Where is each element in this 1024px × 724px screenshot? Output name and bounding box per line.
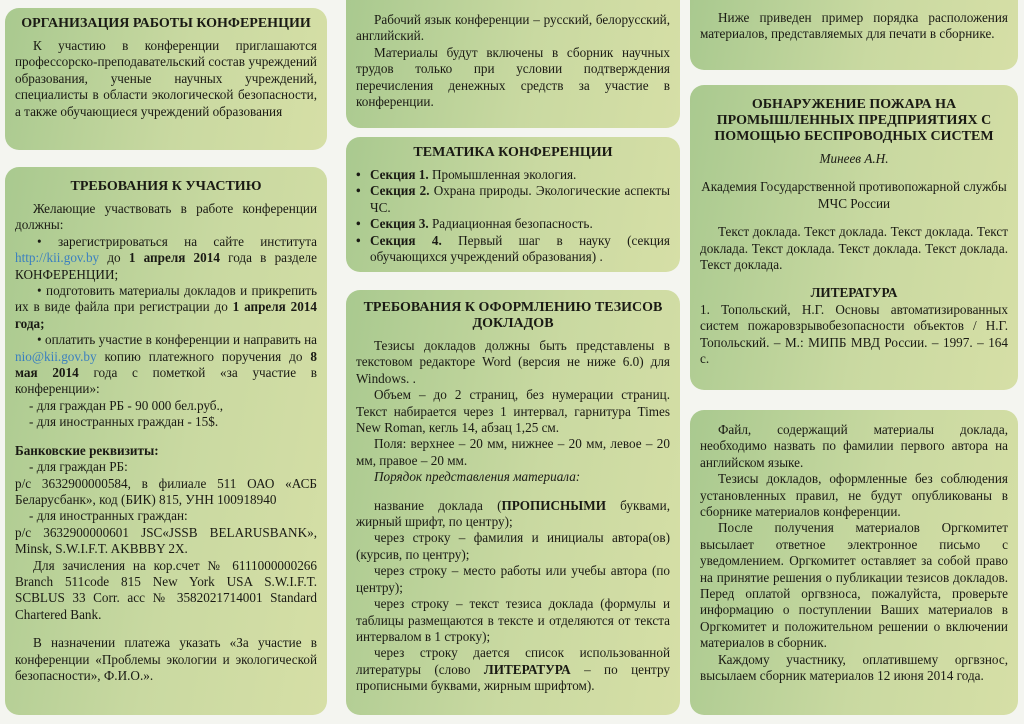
paragraph	[356, 12, 670, 45]
bold-text: Секция 4.	[370, 232, 442, 248]
paragraph	[15, 508, 317, 524]
section-notes	[690, 410, 1018, 715]
paragraph	[15, 38, 317, 120]
text: - для граждан РБ:	[29, 459, 128, 475]
paragraph	[700, 422, 1008, 471]
paragraph	[15, 635, 317, 684]
paragraph	[15, 558, 317, 624]
section-title: ТРЕБОВАНИЯ К УЧАСТИЮ	[70, 179, 262, 194]
section-language	[346, 0, 680, 128]
bold-text: ПРОПИСНЫМИ	[501, 497, 606, 513]
text: Желающие участвовать в работе конференции должны:	[15, 201, 317, 233]
text: название доклада (	[374, 497, 502, 513]
paragraph	[356, 563, 670, 596]
paragraph	[15, 414, 317, 430]
column-2	[346, 0, 680, 724]
paragraph	[356, 338, 670, 387]
column-1	[5, 0, 327, 724]
bold-text: Секция 2.	[370, 183, 430, 199]
text: р/с 3632900000584, в филиале 511 ОАО «АСБ Беларусбанк», код (БИК) 815, УНН 100918940	[15, 475, 317, 507]
paragraph	[700, 179, 1008, 212]
paragraph	[15, 525, 317, 558]
text: Охрана природы. Экологические аспекты ЧС.	[370, 183, 671, 215]
paragraph	[356, 45, 670, 111]
text: Минеев А.Н.	[819, 151, 889, 166]
paragraph	[356, 436, 670, 469]
text: копию платежного поручения до	[96, 348, 311, 364]
text: - для граждан РБ - 90 000 бел.руб.,	[29, 397, 224, 413]
text: через строку – место работы или учебы автора (по центру);	[356, 563, 670, 595]
bold-text: 8 мая 2014	[15, 348, 317, 381]
text: Объем – до 2 страниц, без нумерации страниц. Текст набирается через 1 интервал, гарнитура Times New Roman, кегль 14, абзац 1,25 см.	[356, 387, 670, 436]
bold-text: 1 апреля 2014	[128, 250, 220, 266]
paragraph	[356, 498, 670, 531]
text: Текст доклада. Текст доклада. Текст доклада. Текст доклада. Текст доклада. Текст доклада. Текст доклада. Текст доклада.	[700, 224, 1008, 273]
text: Поля: верхнее – 20 мм, нижнее – 20 мм, левое – 20 мм, правое – 20 мм.	[356, 436, 670, 468]
text: После получения материалов Оргкомитет высылает ответное электронное письмо с уведомлением. Оргкомитет оставляет за собой право на принятие решения о публикации тезисов докладов. Перед оплатой оргвзноса, пожалуйста, проверьте информацию о поступлении Ваших материалов в Оргкомитет и положительном решении о включении материалов в сборник.	[700, 520, 1008, 651]
text: – по центру прописными буквами, жирным шрифтом).	[356, 661, 670, 694]
text: р/с 3632900000601 JSC«JSSB BELARUSBANK», Minsk, S.W.I.F.T. AKBBBY 2X.	[15, 524, 317, 557]
paragraph	[15, 283, 317, 332]
section-participation-requirements	[5, 167, 327, 715]
paragraph	[15, 459, 317, 475]
text: В назначении платежа указать «За участие в конференции «Проблемы экологии и экологической безопасности», Ф.И.О.».	[15, 635, 317, 683]
text: • оплатить участие в конференции и направить на	[37, 332, 317, 348]
section-title: ОРГАНИЗАЦИЯ РАБОТЫ КОНФЕРЕНЦИИ	[21, 16, 311, 31]
text: Порядок представления материала:	[374, 469, 581, 485]
text: Тезисы докладов должны быть представлены в текстовом редакторе Word (версия не ниже 6.0) для Windows. .	[356, 338, 670, 386]
text: Промышленная экология.	[428, 167, 577, 182]
text: Рабочий язык конференции – русский, белорусский, английский.	[356, 12, 670, 44]
text: Академия Государственной противопожарной службы МЧС России	[701, 179, 1007, 211]
text: через строку – фамилия и инициалы автора(ов) (курсив, по центру);	[356, 530, 670, 562]
paragraph	[356, 233, 670, 266]
paragraph	[15, 443, 317, 459]
section-formatting-requirements	[346, 290, 680, 715]
column-3	[690, 0, 1018, 724]
paragraph	[700, 285, 1008, 301]
text: буквами, жирный шрифт, по центру);	[356, 497, 670, 530]
text: Каждому участнику, оплатившему оргвзнос, высылаем сборник материалов 12 июня 2014 года.	[700, 651, 1008, 684]
text: через строку – текст тезиса доклада (формулы и таблицы размещаются в тексте и отделяются от текста интервалом в 1 строку);	[356, 596, 670, 644]
paragraph	[356, 596, 670, 645]
paragraph	[700, 652, 1008, 685]
text: через строку дается список использованной литературы (слово	[356, 645, 670, 677]
text: - для иностранных граждан - 15$.	[29, 414, 219, 430]
text: Для зачисления на кор.счет № 6111000000266 Branch 511code 815 New York USA S.W.I.F.T. SCBLUS 33 Corr. acc № 3582021714001 Standard Chartered Bank.	[15, 557, 317, 622]
bold-text: ЛИТЕРАТУРА	[810, 285, 898, 301]
text: Материалы будут включены в сборник научных трудов только при условии подтверждения перечисления денежных средств за участие в конференции.	[356, 44, 670, 110]
paragraph	[15, 201, 317, 234]
section-organization	[5, 8, 327, 150]
section-title: ТРЕБОВАНИЯ К ОФОРМЛЕНИЮ ТЕЗИСОВ ДОКЛАДОВ	[363, 300, 663, 331]
link[interactable]: nio@kii.gov.by	[15, 348, 97, 364]
text: • зарегистрироваться на сайте института	[37, 233, 317, 249]
bold-text: Секция 1.	[370, 167, 429, 182]
text: Файл, содержащий материалы доклада, необходимо назвать по фамилии первого автора на английском языке.	[700, 422, 1008, 470]
bold-text: Секция 3.	[370, 216, 429, 232]
paragraph	[700, 224, 1008, 273]
bold-text: ЛИТЕРАТУРА	[483, 661, 571, 677]
text: • подготовить материалы докладов и прикрепить их в виде файла при регистрации до	[15, 283, 317, 315]
paragraph	[700, 10, 1008, 43]
paragraph	[356, 216, 670, 232]
text: Первый шаг в науку (секция обучающихся учреждений образования) .	[370, 232, 670, 265]
bold-text: Банковские реквизиты:	[15, 442, 159, 458]
text: К участию в конференции приглашаются профессорско-преподавательский состав учреждений образования, ученые научных учреждений, специалисты в области экологической безопасности, а также обучающиеся учреждений образования	[15, 38, 317, 119]
paragraph	[356, 167, 670, 183]
paragraph	[15, 476, 317, 509]
text: Тезисы докладов, оформленные без соблюдения установленных правил, не будут опубликованы в сборнике материалов конференции.	[700, 471, 1008, 520]
text: 1. Топольский, Н.Г. Основы автоматизированных систем пожаровзрывобезопасности объектов / Н.Г. Топольский. – М.: МИПБ МВД России. – 1997. – 164 с.	[700, 301, 1008, 367]
section-title: ОБНАРУЖЕНИЕ ПОЖАРА НА ПРОМЫШЛЕННЫХ ПРЕДПРИЯТИЯХ С ПОМОЩЬЮ БЕСПРОВОДНЫХ СИСТЕМ	[714, 97, 994, 144]
paragraph	[700, 520, 1008, 651]
paragraph	[700, 302, 1008, 368]
paragraph	[356, 387, 670, 436]
paragraph	[356, 469, 670, 485]
paragraph	[15, 332, 317, 398]
text: года с пометкой «за участие в конференции»:	[15, 365, 317, 397]
bold-text: 1 апреля 2014 года;	[15, 299, 317, 331]
paragraph	[700, 151, 1008, 167]
text: года в разделе КОНФЕРЕНЦИИ;	[15, 250, 317, 282]
text: Ниже приведен пример порядка расположения материалов, представляемых для печати в сборнике.	[700, 10, 1008, 42]
section-example-paper	[690, 85, 1018, 390]
section-topics	[346, 137, 680, 272]
text: Радиационная безопасность.	[428, 216, 593, 232]
text: - для иностранных граждан:	[29, 508, 188, 524]
section-example-intro	[690, 0, 1018, 70]
paragraph	[356, 645, 670, 694]
paragraph	[15, 398, 317, 414]
text: до	[99, 250, 129, 266]
paragraph	[15, 234, 317, 283]
paragraph	[700, 471, 1008, 520]
paragraph	[356, 530, 670, 563]
paragraph	[356, 183, 670, 216]
section-title: ТЕМАТИКА КОНФЕРЕНЦИИ	[413, 145, 613, 160]
link[interactable]: http://kii.gov.by	[15, 250, 100, 266]
